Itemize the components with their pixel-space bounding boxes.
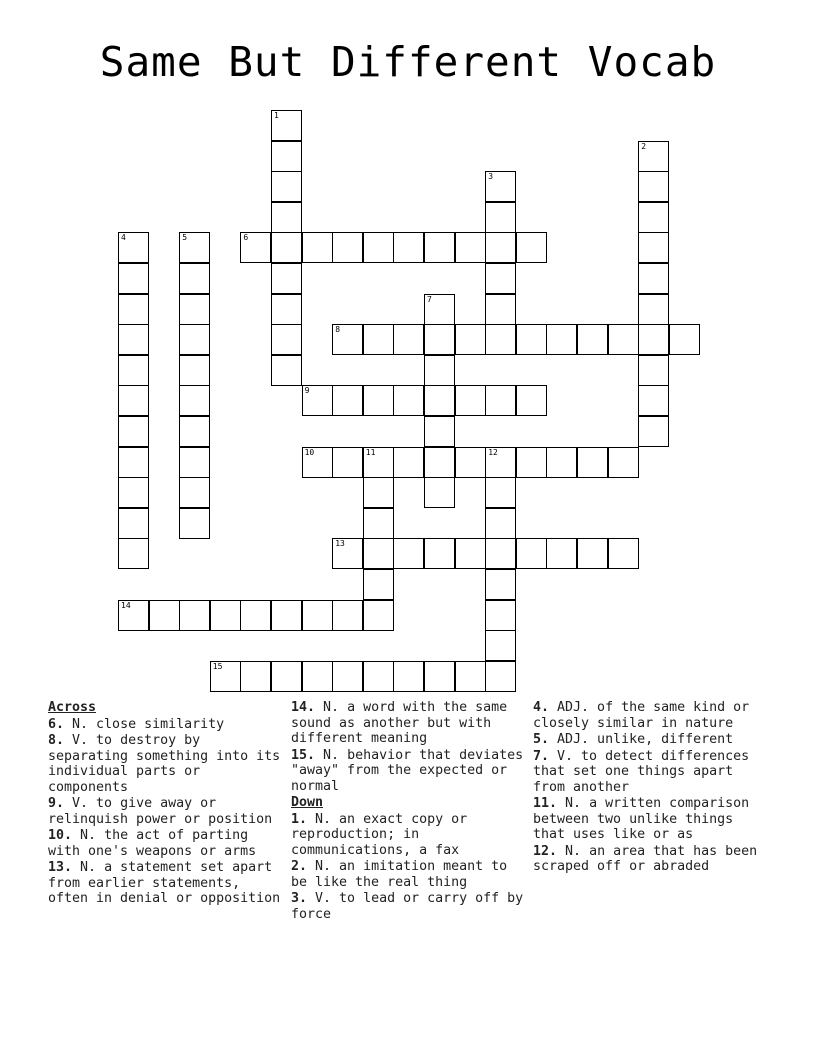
grid-cell[interactable]: [271, 110, 302, 141]
grid-cell[interactable]: [118, 324, 149, 355]
grid-cell[interactable]: [455, 324, 486, 355]
grid-cell[interactable]: [455, 538, 486, 569]
clue-across-8: 8. V. to destroy by separating something into its individual parts or components: [48, 733, 281, 795]
clue-column-2: [291, 700, 527, 923]
grid-cell[interactable]: [332, 538, 363, 569]
grid-cell[interactable]: [485, 263, 516, 294]
grid-cell[interactable]: [179, 232, 210, 263]
grid-cell[interactable]: [516, 538, 547, 569]
grid-cell[interactable]: [271, 600, 302, 631]
grid-cell[interactable]: [516, 447, 547, 478]
clue-column-1: [48, 700, 284, 908]
clue-across-14: 14. N. a word with the same sound as another but with different meaning: [291, 700, 508, 746]
clue-down-2: 2. N. an imitation meant to be like the real thing: [291, 859, 508, 890]
grid-cell[interactable]: [393, 538, 424, 569]
across-heading: Across: [48, 700, 97, 715]
grid-cell[interactable]: [179, 355, 210, 386]
grid-cell[interactable]: [638, 232, 669, 263]
grid-cell[interactable]: [485, 600, 516, 631]
grid-cell[interactable]: [118, 600, 149, 631]
grid-cell[interactable]: [608, 324, 639, 355]
grid-cell[interactable]: [638, 171, 669, 202]
grid-cell[interactable]: [118, 385, 149, 416]
grid-cell[interactable]: [332, 324, 363, 355]
grid-cell[interactable]: [516, 232, 547, 263]
grid-cell[interactable]: [363, 232, 394, 263]
grid-cell[interactable]: [638, 202, 669, 233]
grid-cell[interactable]: [302, 232, 333, 263]
grid-cell[interactable]: [638, 355, 669, 386]
grid-cell[interactable]: [424, 416, 455, 447]
grid-cell[interactable]: [485, 661, 516, 692]
grid-cell[interactable]: [118, 447, 149, 478]
clue-number: 2: [641, 141, 647, 151]
clue-column-3: [533, 700, 769, 876]
grid-cell[interactable]: [179, 416, 210, 447]
grid-cell[interactable]: [118, 294, 149, 325]
grid-cell[interactable]: [240, 661, 271, 692]
grid-cell[interactable]: [485, 385, 516, 416]
grid-cell[interactable]: [485, 202, 516, 233]
clue-down-12: 12. N. an area that has been scraped off or abraded: [533, 843, 758, 874]
grid-cell[interactable]: [363, 447, 394, 478]
grid-cell[interactable]: [455, 232, 486, 263]
grid-cell[interactable]: [179, 600, 210, 631]
grid-cell[interactable]: [363, 324, 394, 355]
clue-number: 9: [304, 386, 310, 396]
clue-number: 15: [212, 661, 223, 671]
grid-cell[interactable]: [179, 385, 210, 416]
grid-cell[interactable]: [424, 232, 455, 263]
grid-cell[interactable]: [302, 661, 333, 692]
grid-cell[interactable]: [424, 294, 455, 325]
clue-number: 8: [335, 325, 341, 335]
grid-cell[interactable]: [485, 538, 516, 569]
grid-cell[interactable]: [424, 355, 455, 386]
clue-number: 5: [182, 233, 188, 243]
grid-cell[interactable]: [179, 324, 210, 355]
clue-number: 1: [274, 111, 279, 120]
grid-cell[interactable]: [608, 538, 639, 569]
grid-cell[interactable]: [363, 600, 394, 631]
grid-cell[interactable]: [332, 385, 363, 416]
grid-cell[interactable]: [179, 447, 210, 478]
clue-across-6: 6. N. close similarity: [48, 716, 225, 732]
grid-cell[interactable]: [485, 630, 516, 661]
grid-cell[interactable]: [393, 232, 424, 263]
grid-cell[interactable]: [424, 324, 455, 355]
grid-cell[interactable]: [179, 477, 210, 508]
grid-cell[interactable]: [393, 385, 424, 416]
grid-cell[interactable]: [455, 447, 486, 478]
grid-cell[interactable]: [210, 661, 241, 692]
clue-down-11: 11. N. a written comparison between two unlike things that uses like or as: [533, 796, 750, 842]
grid-cell[interactable]: [424, 477, 455, 508]
clue-across-13: 13. N. a statement set apart from earlier statements, often in denial or opposition: [48, 860, 281, 906]
grid-cell[interactable]: [485, 447, 516, 478]
grid-cell[interactable]: [608, 447, 639, 478]
clue-number: 10: [304, 447, 315, 457]
grid-cell[interactable]: [179, 508, 210, 539]
grid-cell[interactable]: [638, 416, 669, 447]
clue-down-1: 1. N. an exact copy or reproduction; in communications, a fax: [291, 811, 468, 858]
grid-cell[interactable]: [363, 661, 394, 692]
grid-cell[interactable]: [363, 538, 394, 569]
grid-cell[interactable]: [271, 141, 302, 172]
clue-number: 6: [243, 233, 249, 243]
grid-cell[interactable]: [424, 661, 455, 692]
grid-cell[interactable]: [485, 508, 516, 539]
down-heading: Down: [291, 795, 324, 810]
grid-cell[interactable]: [485, 324, 516, 355]
clue-across-9: 9. V. to give away or relinquish power or position: [48, 796, 273, 827]
grid-cell[interactable]: [302, 385, 333, 416]
grid-cell[interactable]: [516, 324, 547, 355]
grid-cell[interactable]: [179, 294, 210, 325]
grid-cell[interactable]: [271, 661, 302, 692]
clue-number: 4: [121, 233, 126, 243]
grid-cell[interactable]: [546, 324, 577, 355]
grid-cell[interactable]: [485, 232, 516, 263]
clue-number: 12: [488, 447, 498, 457]
grid-cell[interactable]: [271, 294, 302, 325]
grid-cell[interactable]: [424, 385, 455, 416]
grid-cell[interactable]: [455, 385, 486, 416]
grid-cell[interactable]: [118, 538, 149, 569]
grid-cell[interactable]: [546, 538, 577, 569]
clue-number: 13: [335, 539, 345, 549]
grid-cell[interactable]: [240, 600, 271, 631]
grid-cell[interactable]: [271, 324, 302, 355]
clue-across-15: 15. N. behavior that deviates "away" from the expected or normal: [291, 747, 524, 794]
clue-down-4: 4. ADJ. of the same kind or closely similar in nature: [533, 700, 750, 731]
clue-down-7: 7. V. to detect differences that set one things apart from another: [533, 748, 750, 795]
grid-cell[interactable]: [669, 324, 700, 355]
grid-cell[interactable]: [485, 171, 516, 202]
grid-cell[interactable]: [179, 263, 210, 294]
clue-across-10: 10. N. the act of parting with one's weapons or arms: [48, 828, 257, 859]
grid-cell[interactable]: [485, 569, 516, 600]
grid-cell[interactable]: [332, 600, 363, 631]
grid-cell[interactable]: [118, 232, 149, 263]
grid-cell[interactable]: [546, 447, 577, 478]
clue-number: 11: [365, 447, 376, 457]
grid-cell[interactable]: [271, 171, 302, 202]
grid-cell[interactable]: [118, 416, 149, 447]
grid-cell[interactable]: [516, 385, 547, 416]
grid-cell[interactable]: [485, 294, 516, 325]
clue-number: 3: [488, 172, 494, 182]
grid-cell[interactable]: [393, 447, 424, 478]
clue-number: 14: [121, 600, 131, 610]
grid-cell[interactable]: [302, 447, 333, 478]
puzzle-title: Same But Different Vocab: [99, 38, 717, 86]
grid-cell[interactable]: [638, 385, 669, 416]
grid-cell[interactable]: [149, 600, 180, 631]
grid-cell[interactable]: [118, 508, 149, 539]
grid-cell[interactable]: [424, 447, 455, 478]
grid-cell[interactable]: [118, 263, 149, 294]
grid-cell[interactable]: [363, 477, 394, 508]
grid-cell[interactable]: [210, 600, 241, 631]
grid-cell[interactable]: [363, 385, 394, 416]
grid-cell[interactable]: [302, 600, 333, 631]
grid-cell[interactable]: [577, 447, 608, 478]
clue-number: 7: [427, 294, 432, 304]
grid-cell[interactable]: [118, 355, 149, 386]
grid-cell[interactable]: [363, 508, 394, 539]
grid-cell[interactable]: [271, 202, 302, 233]
grid-cell[interactable]: [638, 263, 669, 294]
clue-down-3: 3. V. to lead or carry off by force: [291, 891, 524, 922]
grid-cell[interactable]: [577, 538, 608, 569]
clue-down-5: 5. ADJ. unlike, different: [533, 732, 734, 747]
grid-cell[interactable]: [118, 477, 149, 508]
grid-cell[interactable]: [332, 447, 363, 478]
grid-cell[interactable]: [271, 263, 302, 294]
grid-cell[interactable]: [424, 538, 455, 569]
grid-cell[interactable]: [240, 232, 271, 263]
grid-cell[interactable]: [638, 141, 669, 172]
grid-cell[interactable]: [485, 477, 516, 508]
grid-cell[interactable]: [638, 294, 669, 325]
grid-cell[interactable]: [271, 232, 302, 263]
grid-cell[interactable]: [332, 232, 363, 263]
grid-cell[interactable]: [332, 661, 363, 692]
grid-cell[interactable]: [455, 661, 486, 692]
grid-cell[interactable]: [393, 324, 424, 355]
grid-cell[interactable]: [271, 355, 302, 386]
grid-cell[interactable]: [638, 324, 669, 355]
grid-cell[interactable]: [577, 324, 608, 355]
grid-cell[interactable]: [363, 569, 394, 600]
grid-cell[interactable]: [393, 661, 424, 692]
